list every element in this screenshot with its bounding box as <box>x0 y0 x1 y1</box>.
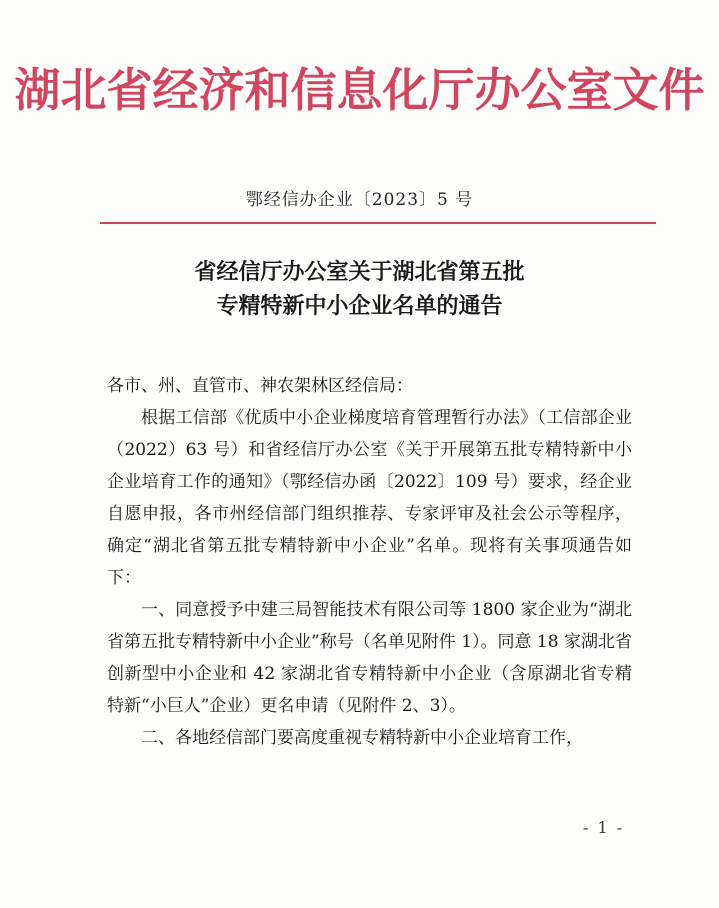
page-number: - 1 - <box>583 818 625 837</box>
notice-title-line-1: 省经信厅办公室关于湖北省第五批 <box>194 260 525 285</box>
red-divider-line <box>100 222 656 224</box>
notice-title-line-2: 专精特新中小企业名单的通告 <box>216 294 503 319</box>
document-body <box>107 370 632 754</box>
issuing-authority-header: 湖北省经济和信息化厅办公室文件 <box>14 63 705 117</box>
body-paragraph: 一、同意授予中建三局智能技术有限公司等 1800 家企业为“湖北省第五批专精特新中小企业”称号（名单见附件 1）。同意 18 家湖北省创新型中小企业和 42 家湖北省专精特新中小企业（含原湖北省专精特新“小巨人”企业）更名申请（见附件 2、3）。 <box>107 600 632 716</box>
body-paragraph: 根据工信部《优质中小企业梯度培育管理暂行办法》（工信部企业（2022）63 号）和省经信厅办公室《关于开展第五批专精特新中小企业培育工作的通知》（鄂经信办函〔2022〕109 号）要求，经企业自愿申报，各市州经信部门组织推荐、专家评审及社会公示等程序，确定“湖北省第五批专精特新中小企业”名单。现将有关事项通告如下： <box>107 408 632 588</box>
addressee-line: 各市、州、直管市、神农架林区经信局： <box>107 376 413 396</box>
notice-title <box>0 256 719 324</box>
document-number: 鄂经信办企业〔2023〕5 号 <box>245 190 474 210</box>
body-paragraph: 二、各地经信部门要高度重视专精特新中小企业培育工作， <box>141 728 583 748</box>
